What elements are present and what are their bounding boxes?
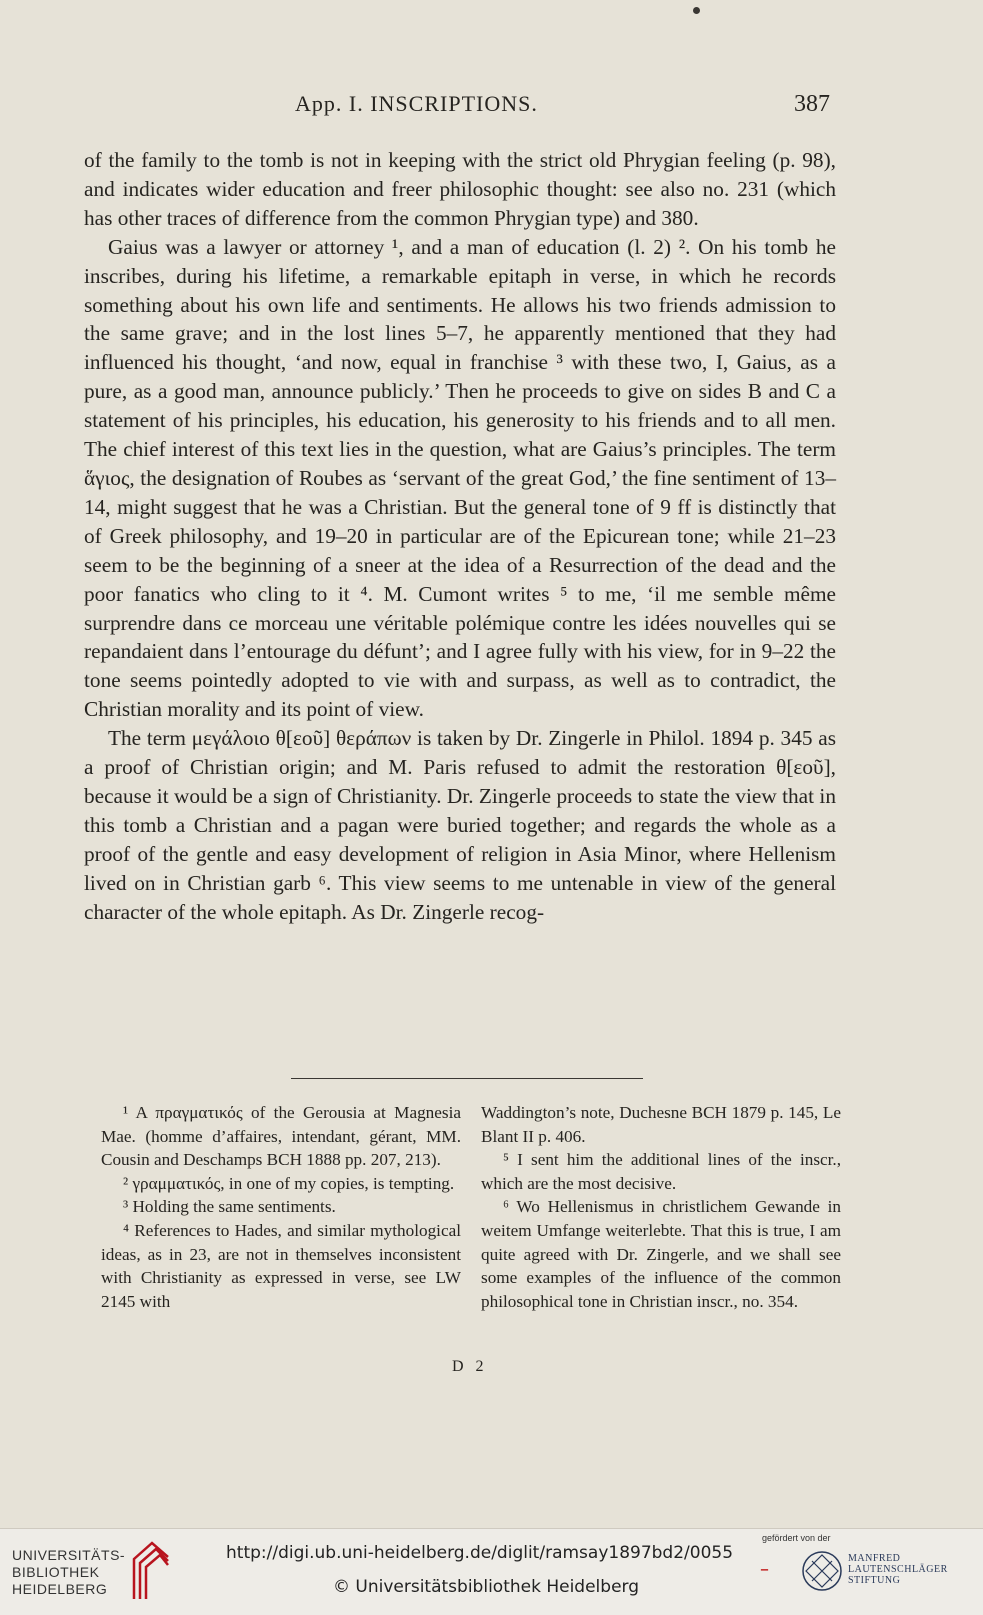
paragraph-3: The term μεγάλοιο θ[εοῦ] θεράπων is taken by Dr. Zingerle in Philol. 1894 p. 345 as a proof of Christian origin; and M. Paris refused to admit the restoration θ[εοῦ], because it would be a sign of Christianity. Dr. Zingerle proceeds to state the view that in this tomb a Christian and a pagan were buried together; and regards the whole as a proof of the gentle and easy development of religion in Asia Minor, where Hellenism lived on in Christian garb ⁶. This view seems to me untenable in view of the general character of the whole epitaph. As Dr. Zingerle recog- (84, 726, 836, 924)
paragraph-1: of the family to the tomb is not in keeping with the strict old Phrygian feeling (p. 98), and indicates wider education and freer philosophic thought: see also no. 231 (which has other traces of difference from the common Phrygian type) and 380. (84, 148, 836, 230)
running-title: App. I. INSCRIPTIONS. (295, 91, 538, 116)
library-line-2: BIBLIOTHEK (12, 1564, 100, 1580)
library-line-3: HEIDELBERG (12, 1581, 108, 1597)
footnote-4: ⁴ References to Hades, and similar mythological ideas, as in 23, are not in themselves inconsistent with Christianity as expressed in verse, see LW 2145 with (101, 1220, 461, 1311)
foundation-name (848, 1553, 948, 1586)
footnote-1: ¹ A πραγματικός of the Gerousia at Magnesia Mae. (homme d’affaires, intendant, gérant, MM. Cousin and Deschamps BCH 1888 pp. 207, 213). (101, 1103, 461, 1170)
foundation-line-2: LAUTENSCHLÄGER (848, 1564, 948, 1575)
digitization-footer (0, 1528, 983, 1615)
page-header (0, 91, 983, 127)
ink-spot (693, 7, 700, 14)
paragraph-2: Gaius was a lawyer or attorney ¹, and a man of education (l. 2) ². On his tomb he inscribes, during his lifetime, a remarkable epitaph in verse, in which he records something about his own life and sentiments. He allows his two friends admission to the same grave; and in the lost lines 5–7, he apparently mentioned that they had influenced his thought, ‘and now, equal in franchise ³ with these two, I, Gaius, as a pure, as a good man, announce publicly.’ Then he proceeds to give on sides B and C a statement of his principles, his education, his generosity to his friends and to all men. The chief interest of this text lies in the question, what are Gaius’s principles. The term ἅγιος, the designation of Roubes as ‘servant of the great God,’ the fine sentiment of 13–14, might suggest that he was a Christian. But the general tone of 9 ff is distinctly that of Greek philosophy, and 19–20 in particular are of the Epicurean tone; while 21–23 seem to be the beginning of a sneer at the idea of a Resurrection of the dead and the poor fanatics who cling to it ⁴. M. Cumont writes ⁵ to me, ‘il me semble même surprendre dans ce morceau une véritable polémique contre les idées nouvelles qui se repandaient dans l’entourage du défunt’; and I agree fully with his view, for in 9–22 the tone seems pointedly adopted to vie with and surpass, as well as to contradict, the Christian morality and its point of view. (84, 234, 836, 722)
footnote-rule (291, 1078, 643, 1079)
separator-dash: – (760, 1559, 769, 1580)
foundation-logo-icon (800, 1549, 844, 1593)
footnote-4-continued: Waddington’s note, Duchesne BCH 1879 p. 145, Le Blant II p. 406. (481, 1103, 841, 1146)
footnote-5: ⁵ I sent him the additional lines of the inscr., which are the most decisive. (481, 1150, 841, 1193)
main-text (84, 146, 836, 926)
copyright-notice: © Universitätsbibliothek Heidelberg (333, 1577, 640, 1597)
page-number: 387 (794, 91, 830, 117)
library-name (12, 1547, 125, 1598)
library-line-1: UNIVERSITÄTS- (12, 1547, 126, 1563)
footnote-6: ⁶ Wo Hellenismus in christlichem Gewande in weitem Umfange weiterlebte. That this is true, I am quite agreed with Dr. Zingerle, and we shall see some examples of the influence of the common philosophical tone in Christian inscr., no. 354. (481, 1197, 841, 1311)
foundation-line-3: STIFTUNG (848, 1575, 901, 1586)
library-logo-icon (130, 1539, 172, 1603)
foundation-line-1: MANFRED (848, 1553, 901, 1564)
funded-by-label: gefördert von der (762, 1533, 831, 1543)
footnotes-right-column (481, 1101, 841, 1313)
footnote-3: ³ Holding the same sentiments. (123, 1197, 336, 1217)
footnotes-left-column (101, 1101, 461, 1313)
signature-mark: D 2 (452, 1358, 488, 1375)
footnote-2: ² γραμματικός, in one of my copies, is tempting. (123, 1173, 455, 1193)
permalink-url[interactable]: http://digi.ub.uni-heidelberg.de/diglit/ramsay1897bd2/0055 (226, 1543, 734, 1563)
